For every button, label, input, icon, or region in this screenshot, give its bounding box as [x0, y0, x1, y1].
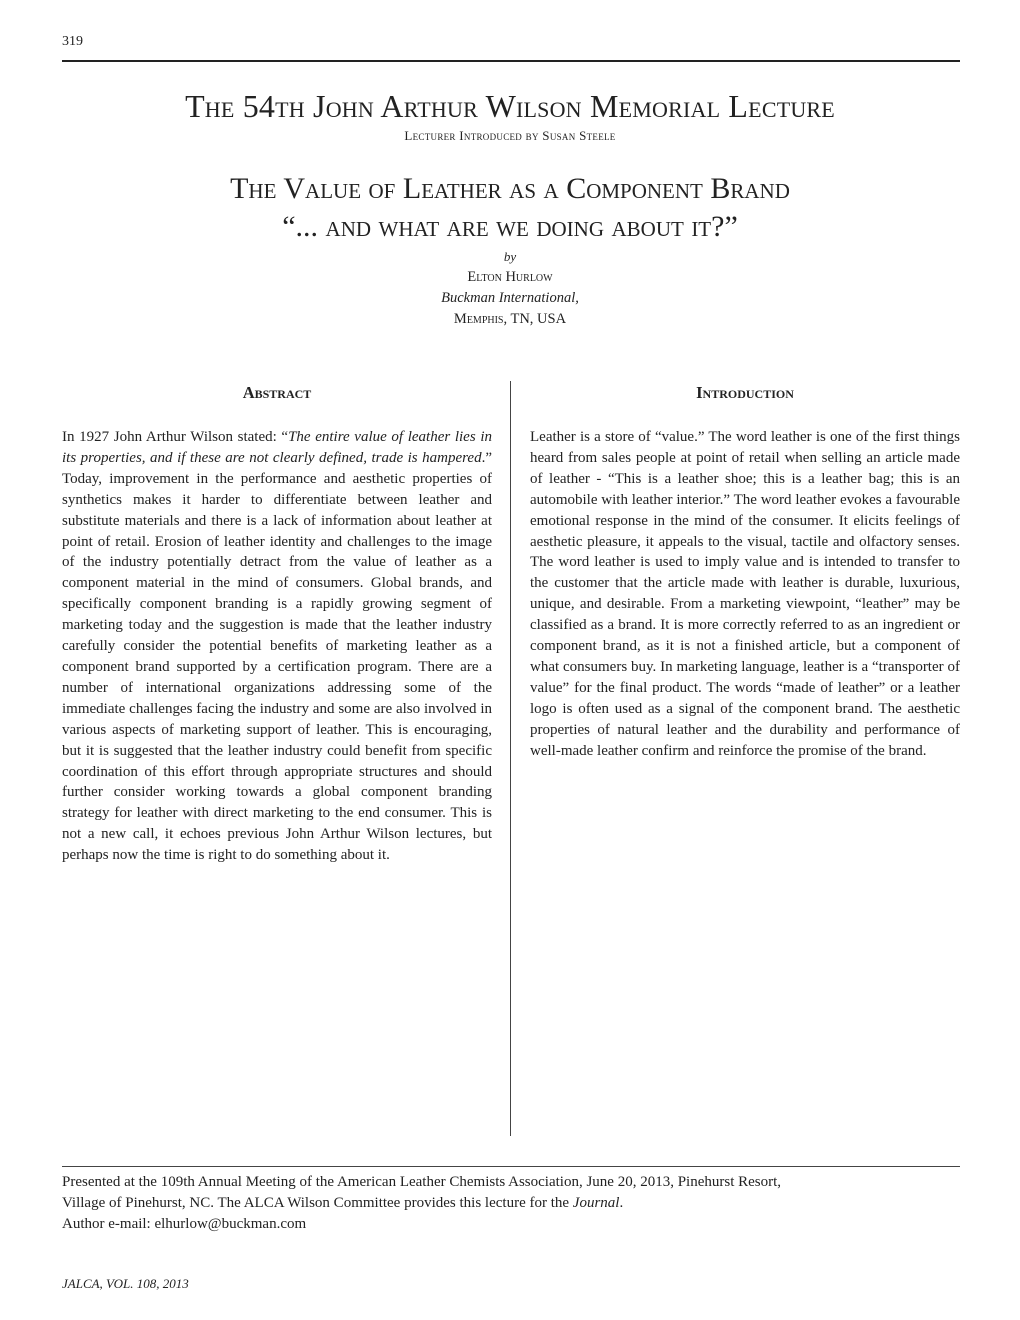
footnote-line-1: Presented at the 109th Annual Meeting of the American Leather Chemists Association, June 20, 2013, Pinehurst Resort,	[62, 1174, 782, 1190]
byline	[0, 246, 1020, 330]
introduction-text: Leather is a store of “value.” The word leather is one of the first things heard from sales people at point of retail when selling an article made of leather - “This is a leather shoe; this is a leather bag; this is an automobile with leather interior.” The word leather evokes a favourable emotional response in the mind of the consumer. It elicits feelings of aesthetic pleasure, it appeals to the visual, tactile and olfactory senses. The word leather is used to imply value and is intended to transfer to the customer that the article made with leather is durable, luxurious, unique, and desirable. From a marketing viewpoint, “leather” may be classified as a brand. It is more correctly referred to as an ingredient or component brand, as it is not a finished article, but a component of what consumers buy. In marketing language, leather is a “transporter of value” for the final product. The words “made of leather” or a leather logo is often used as a signal of the component brand. The aesthetic properties of natural leather and the durability and performance of well-made leather confirm and reinforce the promise of the brand.	[530, 429, 960, 759]
wilson-quote-end: .”	[481, 449, 492, 466]
by-label: by	[503, 249, 517, 264]
footnote-line-2	[62, 1193, 960, 1214]
footnote-rule	[62, 1166, 960, 1167]
paper-title	[0, 170, 1020, 246]
author-email: Author e-mail: elhurlow@buckman.com	[62, 1216, 307, 1232]
top-rule	[62, 60, 960, 62]
abstract-text	[62, 427, 492, 866]
abstract-body: Today, improvement in the performance and aesthetic properties of synthetics makes it harder to differentiate between leather and substitute materials and there is a lack of information about leather at point of retail. Erosion of leather identity and challenges to the image of the industry potentially detract from the value of leather as a component material in the mind of consumers. Global brands, and specifically component branding is a rapidly growing segment of marketing today and the suggestion is made that the leather industry carefully consider the potential benefits of marketing leather as a component brand supported by a certification program. There are a number of international organizations addressing some of the immediate challenges facing the industry and some are also involved in various aspects of marketing support of leather. This is encouraging, but it is suggested that the leather industry could benefit from specific coordination of this effort through appropriate structures and should further consider working towards a global component branding strategy for leather with direct marketing to the end consumer. This is not a new call, it echoes previous John Arthur Wilson lectures, but perhaps now the time is right to do something about it.	[62, 470, 492, 864]
footnote-line-2-text: Village of Pinehurst, NC. The ALCA Wilson Committee provides this lecture for the	[62, 1195, 573, 1211]
author-name: Elton Hurlow	[467, 269, 553, 285]
introduction-heading: Introduction	[696, 383, 794, 402]
author-location: Memphis, TN, USA	[453, 311, 567, 327]
page-number: 319	[62, 34, 83, 49]
column-divider	[510, 381, 511, 1136]
journal-footer: JALCA, VOL. 108, 2013	[62, 1276, 189, 1291]
author-affiliation: Buckman International,	[441, 290, 579, 306]
wilson-quote: The entire value of leather lies in its properties, and if these are not clearly defined, trade is hampered	[62, 429, 492, 466]
footnote-journal: Journal	[572, 1195, 620, 1211]
abstract-heading: Abstract	[242, 383, 312, 402]
abstract-lead: In 1927 John Arthur Wilson stated: “	[62, 429, 289, 445]
footnote-period: .	[619, 1195, 624, 1211]
lecture-title: The 54th John Arthur Wilson Memorial Lecture	[185, 88, 835, 124]
paper-title-line-2: “... and what are we doing about it?”	[282, 210, 738, 243]
lecturer-introduced-by: Lecturer Introduced by Susan Steele	[404, 128, 616, 143]
footnote	[62, 1172, 960, 1235]
paper-title-line-1: The Value of Leather as a Component Brand	[230, 172, 790, 205]
